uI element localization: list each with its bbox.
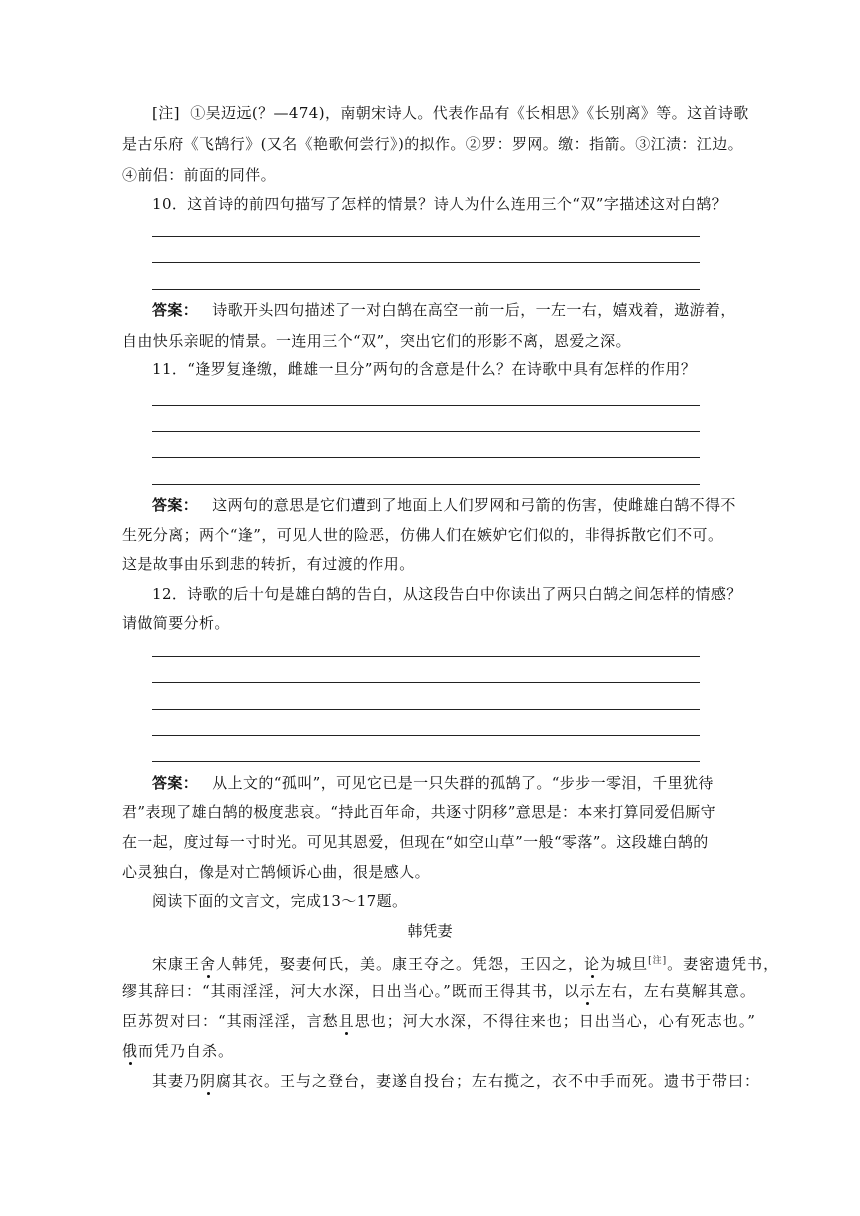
answer-line: [152, 431, 700, 432]
dotted-char: 舍: [200, 955, 217, 973]
question-10: 10．这首诗的前四句描写了怎样的情景？诗人为什么连用三个“双”字描述这对白鹄？: [152, 195, 728, 213]
passage-text: 人韩凭，娶妻何氏，美。康王夺之。凭怨，王囚之，: [216, 955, 585, 973]
answer-line: [152, 709, 700, 710]
passage-line-5: [152, 1070, 761, 1092]
footnote-marker: [注]: [648, 956, 668, 966]
dotted-char: 论: [584, 955, 601, 973]
answer-line: [152, 457, 700, 458]
passage-line-2: [122, 980, 756, 1002]
answer-line: [152, 682, 700, 683]
dotted-char: 且: [338, 1012, 355, 1030]
answer-line: [152, 484, 700, 485]
dotted-char: 俄: [122, 1042, 139, 1060]
passage-line-3: [122, 1010, 756, 1032]
answer-12-line-2: 君”表现了雄白鹄的极度悲哀。“持此百年命，共逐寸阴移”意思是：本来打算同爱侣厮守: [122, 803, 717, 821]
answer-12-line-1: [152, 772, 752, 794]
answer-12-line-3: 在一起，度过每一寸时光。可见其恩爱，但现在“如空山草”一般“零落”。这段雄白鹄的: [122, 833, 709, 851]
answer-11-line-2: 生死分离；两个“逢”，可见人世的险恶，仿佛人们在嫉妒它们似的，非得拆散它们不可。: [122, 526, 724, 544]
passage-text: 缪其辞曰：“其雨淫淫，河大水深，日出当心。”既而王得其书，以: [122, 982, 580, 1000]
answer-line: [152, 236, 700, 237]
answer-line: [152, 761, 700, 762]
question-12-line-2: 请做简要分析。: [122, 614, 230, 632]
note-label: [注]: [152, 104, 180, 122]
answer-10-text-1: 诗歌开头四句描述了一对白鹄在高空一前一后，一左一右，嬉戏着，遨游着，: [212, 301, 736, 319]
question-12-line-1: 12．诗歌的后十句是雄白鹄的告白，从这段告白中你读出了两只白鹄之间怎样的情感？: [152, 585, 742, 603]
question-11: 11．“逢罗复逢缴，雌雄一旦分”两句的含意是什么？在诗歌中具有怎样的作用？: [152, 360, 697, 378]
passage-title: 韩凭妻: [407, 922, 453, 940]
answer-10-line-2: 自由快乐亲昵的情景。一连用三个“双”，突出它们的形影不离，恩爱之深。: [122, 332, 631, 350]
answer-line: [152, 289, 700, 290]
answer-10-line-1: [152, 299, 752, 321]
answer-line: [152, 656, 700, 657]
answer-label: 答案：: [152, 496, 199, 514]
answer-12-line-4: 心灵独白，像是对亡鹄倾诉心曲，很是感人。: [122, 863, 431, 881]
dotted-char: 阴: [200, 1072, 217, 1090]
answer-label: 答案：: [152, 301, 199, 319]
answer-line: [152, 262, 700, 263]
note-text-1: ①吴迈远(？—474)，南朝宋诗人。代表作品有《长相思》《长别离》等。这首诗歌: [190, 104, 749, 122]
dotted-char: 示: [579, 982, 596, 1000]
passage-text: 为城旦: [600, 955, 649, 973]
passage-text: 思也；河大水深，不得往来也；日出当心，心有死志也。”: [354, 1012, 756, 1030]
passage-line-1: [152, 950, 780, 975]
passage-text: 。妻密遗凭书，: [667, 955, 780, 973]
answer-12-text-1: 从上文的“孤叫”，可见它已是一只失群的孤鹄了。“步步一零泪，千里犹待: [212, 774, 714, 792]
passage-text: 臣苏贺对曰：“其雨淫淫，言愁: [122, 1012, 339, 1030]
answer-line: [152, 735, 700, 736]
passage-text: 其妻乃: [152, 1072, 201, 1090]
answer-11-line-3: 这是故事由乐到悲的转折，有过渡的作用。: [122, 555, 415, 573]
passage-text: 而凭乃自杀。: [138, 1042, 235, 1060]
passage-line-4: [122, 1040, 722, 1062]
answer-11-text-1: 这两句的意思是它们遭到了地面上人们罗网和弓箭的伤害，使雌雄白鹄不得不: [212, 496, 736, 514]
answer-label: 答案：: [152, 774, 199, 792]
note-line-3: ④前侣：前面的同伴。: [122, 166, 277, 184]
passage-text: 左右，左右莫解其意。: [595, 982, 756, 1000]
passage-text: 宋康王: [152, 955, 201, 973]
passage-text: 腐其衣。王与之登台，妻遂自投台；左右揽之，衣不中手而死。遗书于带曰：: [216, 1072, 761, 1090]
reading-intro: 阅读下面的文言文，完成13～17题。: [152, 892, 408, 910]
note-line-2: 是古乐府《飞鹄行》(又名《艳歌何尝行》)的拟作。②罗：罗网。缴：指箭。③江渍：江边。: [122, 135, 744, 153]
answer-line: [152, 405, 700, 406]
answer-11-line-1: [152, 494, 752, 516]
note-line-1: [152, 102, 752, 124]
